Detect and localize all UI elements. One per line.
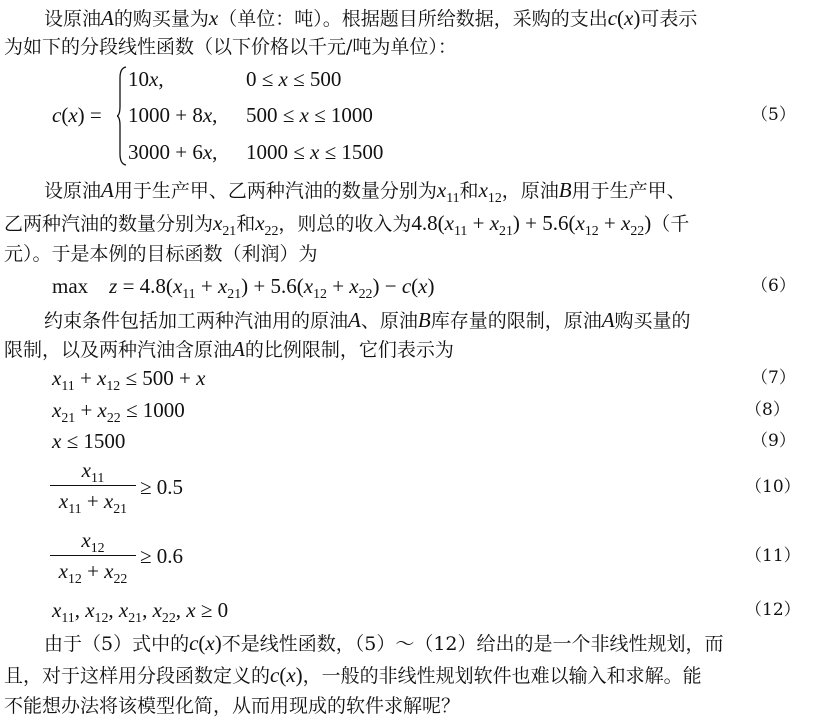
- para4-line3: 不能想办法将该模型化简，从而用现成的软件求解呢？: [4, 695, 461, 717]
- para1-line1: 设原油A的购买量为x（单位：吨）。根据题目所给数据，采购的支出c(x)可表示: [44, 6, 698, 30]
- eq12-expr: $x_{11}$, $x_{12}$, $x_{21}$, $x_{22}$, x ≥ 0: [52, 598, 229, 625]
- eq6-number: （6）: [751, 276, 796, 296]
- eq10-rhs: ≥ 0.5: [140, 475, 184, 499]
- eq5-lhs: c(x) =: [52, 103, 102, 127]
- eq10-numerator: $x_{11}$: [81, 458, 105, 485]
- eq10-number: （10）: [745, 477, 801, 497]
- eq9-number: （9）: [751, 431, 796, 451]
- eq12-number: （12）: [745, 600, 801, 620]
- eq5-case1-expr: 10x,: [128, 67, 164, 91]
- eq11-denominator: $x_{12} + x_{22}$: [58, 559, 128, 586]
- eq8-expr: $x_{21} + x_{22} \le 1000$: [52, 398, 185, 425]
- para4-line1: 由于（5）式中的c(x)不是线性函数，（5）～（12）给出的是一个非线性规划，而: [44, 631, 724, 655]
- eq5-case1-cond: 0 ≤ x ≤ 500: [246, 67, 342, 91]
- eq9-expr: x ≤ 1500: [52, 429, 126, 453]
- eq7-number: （7）: [751, 368, 796, 388]
- eq11-numerator: $x_{12}$: [81, 528, 105, 555]
- para2-line1: 设原油A用于生产甲、乙两种汽油的数量分别为$x_{11}$和$x_{12}$，原油B用于生产甲、: [44, 178, 686, 205]
- eq10-fraction: [50, 458, 136, 516]
- left-brace: [117, 66, 127, 166]
- eq5-number: （5）: [751, 105, 796, 125]
- eq11-rhs: ≥ 0.6: [140, 544, 184, 568]
- eq10-fraction-bar: [50, 485, 136, 486]
- eq11-number: （11）: [745, 546, 801, 566]
- eq6-expr: max $z = 4.8(x_{11} + x_{21}) + 5.6(x_{12} + x_{22}) - c(x)$: [52, 274, 435, 301]
- eq10-denominator: $x_{11} + x_{21}$: [58, 489, 128, 516]
- eq7-expr: $x_{11} + x_{12} \le 500 + x$: [52, 366, 206, 393]
- eq5-case2-cond: 500 ≤ x ≤ 1000: [246, 103, 373, 127]
- para3-line2: 限制，以及两种汽油含原油A的比例限制，它们表示为: [4, 337, 454, 361]
- eq5-case2-expr: 1000 + 8x,: [128, 103, 218, 127]
- para4-line2: 且，对于这样用分段函数定义的c(x)，一般的非线性规划软件也难以输入和求解。能: [4, 663, 702, 687]
- para1-line2: 为如下的分段线性函数（以下价格以千元/吨为单位）：: [4, 36, 457, 58]
- eq8-number: （8）: [745, 400, 790, 420]
- eq11-fraction-bar: [50, 555, 136, 556]
- eq5-case3-cond: 1000 ≤ x ≤ 1500: [246, 140, 384, 164]
- eq11-fraction: [50, 528, 136, 586]
- para2-line3: 元）。于是本例的目标函数（利润）为: [4, 243, 318, 265]
- eq5-case3-expr: 3000 + 6x,: [128, 140, 218, 164]
- para2-line2: 乙两种汽油的数量分别为$x_{21}$和$x_{22}$，则总的收入为$4.8(x_{11} + x_{21}) + 5.6(x_{12} + x_{22})$（千: [4, 211, 690, 238]
- para3-line1: 约束条件包括加工两种汽油用的原油A、原油B库存量的限制，原油A购买量的: [44, 308, 691, 332]
